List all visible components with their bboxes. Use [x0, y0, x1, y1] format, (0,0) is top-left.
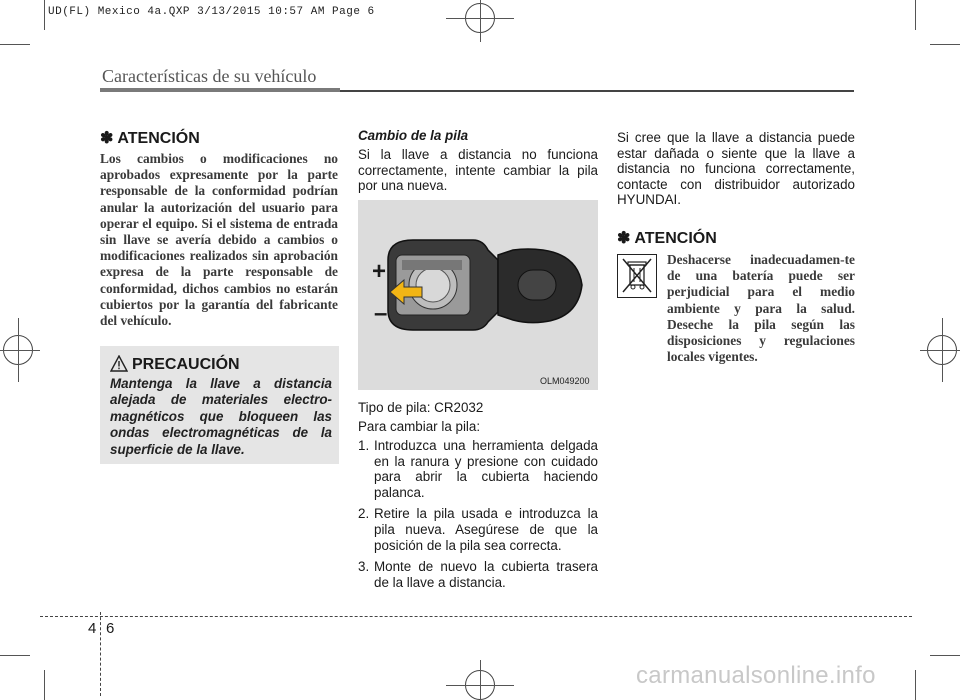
crop-mark	[930, 44, 960, 45]
crop-mark	[44, 0, 45, 30]
crop-mark	[915, 670, 916, 700]
list-item	[358, 559, 598, 590]
crop-mark	[480, 0, 481, 42]
right-text: Si cree que la llave a distancia puede estar dañada o siente que la llave a distancia no funciona correctamente, contacte con distribuidor autorizado HYUNDAI.	[617, 130, 855, 208]
attention-heading	[100, 128, 200, 148]
step-text: Retire la pila usada e introduzca la pila nueva. Asegúrese de que la posición de la pila sea correcta.	[374, 506, 598, 553]
step-text: Monte de nuevo la cubierta trasera de la llave a distancia.	[374, 559, 598, 590]
crop-mark	[480, 660, 481, 700]
asterisk-icon: ✽	[100, 130, 114, 147]
crop-mark	[18, 318, 19, 382]
crop-mark	[915, 0, 916, 30]
attention-title: ATENCIÓN	[117, 130, 200, 147]
print-header: UD(FL) Mexico 4a.QXP 3/13/2015 10:57 AM Page 6	[48, 6, 375, 18]
steps-list	[358, 438, 598, 596]
plus-sign: +	[372, 258, 387, 285]
battery-type: Tipo de pila: CR2032	[358, 400, 484, 415]
key-fob-illustration-icon	[358, 200, 598, 390]
footer-rule	[40, 616, 912, 617]
attention-text: Los cambios o modificaciones no aprobados expresamente por la parte responsable de la conformidad podrían anular la autorización del usuario para operar el equipo. Si el sistema de entrada sin llave se avería debido a cambios o modificaciones realizados sin aprobación expresa de la parte responsable de conformidad, dichos cambios no estarán cubiertos por la garantía del fabricante del vehículo.	[100, 151, 338, 329]
crop-mark	[920, 350, 960, 351]
steps-intro: Para cambiar la pila:	[358, 419, 481, 434]
header-rule	[340, 90, 854, 92]
attention-title-2: ATENCIÓN	[634, 230, 717, 247]
section-title: Características de su vehículo	[102, 66, 317, 86]
caution-text: Mantenga la llave a distancia alejada de materiales electro-magnéticos que bloqueen las ondas electromagnéticas de la superficie de la llave.	[110, 376, 332, 457]
battery-intro: Si la llave a distancia no funciona correctamente, intente cambiar la pila por una nueva.	[358, 147, 598, 194]
crop-mark	[942, 318, 943, 382]
attention-heading-2	[617, 228, 717, 248]
list-item	[358, 438, 598, 500]
disposal-text: Deshacerse inadecuadamen-te de una batería puede ser perjudicial para el medio ambiente y para la salud. Deseche la pila según las disposiciones y regulaciones locales vigentes.	[667, 252, 855, 365]
figure-label: OLM049200	[540, 376, 590, 386]
step-number: 2.	[358, 506, 370, 522]
asterisk-icon: ✽	[617, 230, 631, 247]
list-item	[358, 506, 598, 553]
crossed-bin-icon	[617, 254, 657, 298]
crop-mark	[446, 685, 514, 686]
caution-title: PRECAUCIÓN	[132, 356, 240, 373]
crop-mark	[0, 655, 30, 656]
minus-sign: –	[374, 300, 388, 327]
crop-mark	[44, 670, 45, 700]
crop-mark	[0, 350, 40, 351]
warning-triangle-icon	[110, 355, 128, 372]
step-text: Introduzca una herramienta delgada en la ranura y presione con cuidado para abrir la cubierta haciendo palanca.	[374, 438, 598, 500]
crop-mark	[0, 44, 30, 45]
step-number: 1.	[358, 438, 370, 453]
page-number: 6	[106, 620, 115, 637]
step-number: 3.	[358, 559, 370, 575]
page-separator	[100, 612, 101, 696]
header-rule	[100, 88, 340, 92]
battery-subtitle: Cambio de la pila	[358, 128, 469, 143]
crop-mark	[446, 18, 514, 19]
crop-mark	[930, 655, 960, 656]
watermark: carmanualsonline.info	[636, 662, 876, 689]
chapter-number: 4	[88, 620, 97, 637]
